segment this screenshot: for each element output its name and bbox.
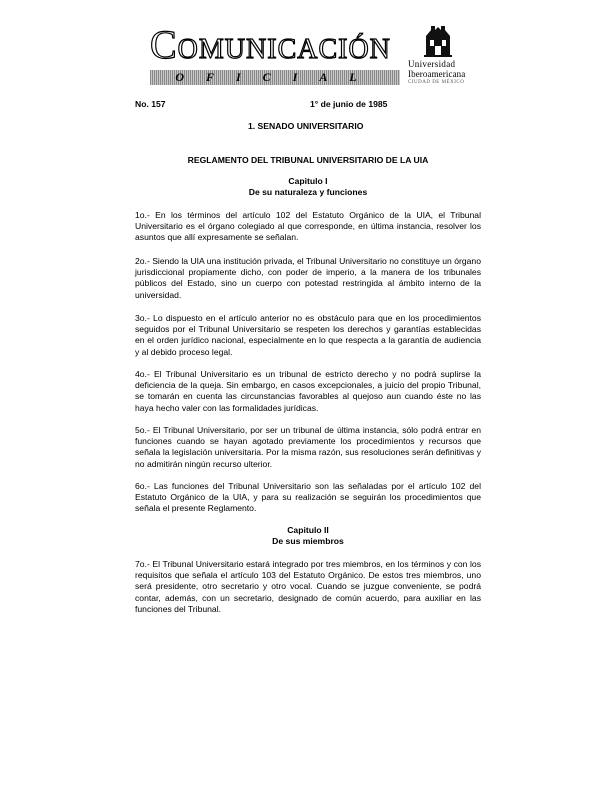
- section-heading: 1. SENADO UNIVERSITARIO: [248, 121, 364, 131]
- masthead-subtitle: OFICIAL: [175, 70, 379, 84]
- issue-date: 1° de junio de 1985: [310, 99, 388, 109]
- issue-number: No. 157: [135, 99, 166, 109]
- university-logo: [408, 22, 468, 88]
- chapter-2-subheading: De sus miembros: [272, 536, 344, 546]
- article-6: 6o.- Las funciones del Tribunal Universitario son las señaladas por el artículo 102 del Estatuto Orgánico de la UIA, y para su realización se seguirán los procedimientos que señala el presente Reglamento.: [135, 481, 481, 514]
- article-7: 7o.- El Tribunal Universitario estará integrado por tres miembros, en los términos y con los requisitos que señala el artículo 103 del Estatuto Orgánico. De estos tres miembros, uno será presidente, otro secretario y otro vocal. Cuando se juzgue conveniente, se podrá contar, además, con un secretario, designado de común acuerdo, para auxiliar en las funciones del Tribunal.: [135, 559, 481, 614]
- university-name-line2: Iberoamericana: [408, 69, 466, 79]
- article-4: 4o.- El Tribunal Universitario es un tribunal de estricto derecho y no podrá suplirse la deficiencia de la queja. Sin embargo, en casos excepcionales, a juicio del propio Tribunal, se tomarán en cuenta las circunstancias favorables al quejoso aun cuando éste no las haya hecho valer con las formalidades jurídicas.: [135, 369, 481, 413]
- university-city-line: CIUDAD DE MÉXICO: [408, 80, 465, 85]
- article-1: 1o.- En los términos del artículo 102 del Estatuto Orgánico de la UIA, el Tribunal Universitario es el órgano colegiado al que corresponde, en última instancia, resolver los asuntos que allí expresamente se señalan.: [135, 210, 481, 243]
- article-5: 5o.- El Tribunal Universitario, por ser un tribunal de última instancia, sólo podrá entrar en funciones cuando se hayan agotado previamente los procedimientos y recursos que señala la legislación universitaria. Por la misma razón, sus resoluciones serán definitivas y no admitirán ningún recurso ulterior.: [135, 425, 481, 469]
- chapter-1-heading: Capitulo I: [288, 176, 328, 186]
- document-title: REGLAMENTO DEL TRIBUNAL UNIVERSITARIO DE LA UIA: [187, 155, 429, 165]
- chapter-1-subheading: De su naturaleza y funciones: [248, 187, 368, 197]
- chapter-2-heading: Capitulo II: [287, 525, 329, 535]
- article-3: 3o.- Lo dispuesto en el artículo anterior no es obstáculo para que en los procedimientos seguidos por el Tribunal Universitario se respeten los derechos y garantías establecidas en el orden jurídico nacional, especialmente en lo que respecta a la garantía de audiencia y al debido proceso legal.: [135, 313, 481, 357]
- university-crest-icon: [422, 22, 454, 58]
- university-name-line1: Universidad: [408, 59, 456, 69]
- masthead: [150, 22, 470, 88]
- article-2: 2o.- Siendo la UIA una institución privada, el Tribunal Universitario no constituye un órgano jurisdiccional propiamente dicho, con poder de imperio, a la manera de los tribunales públicos del Estado, sino un cuerpo con potestad restringida al ámbito interno de la universidad.: [135, 256, 481, 300]
- masthead-title: Comunicación: [150, 22, 391, 67]
